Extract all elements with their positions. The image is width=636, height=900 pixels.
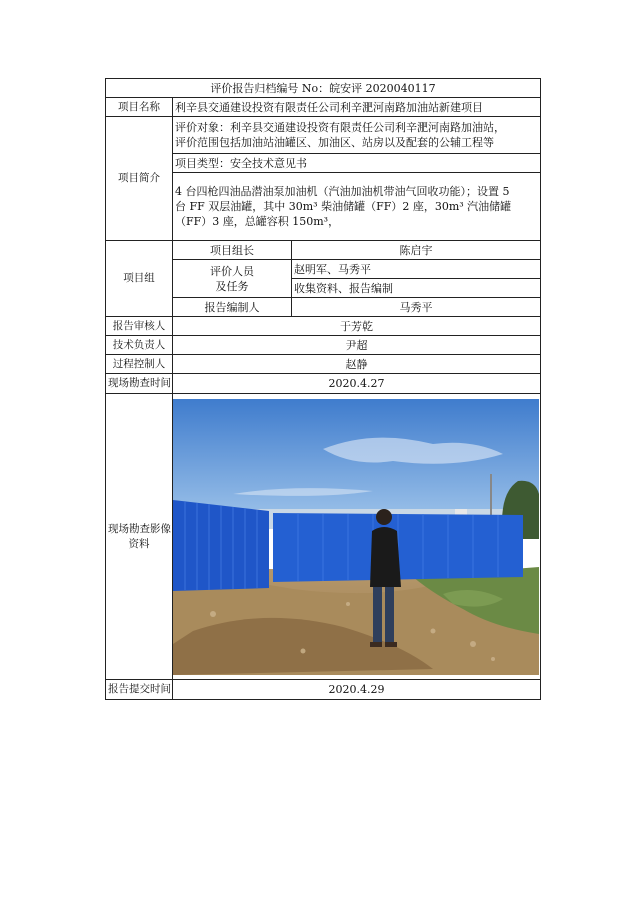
survey-photo-label: 现场勘查影像: [108, 522, 171, 535]
project-group-label: 项目组: [106, 241, 173, 317]
project-name-value: 利辛县交通建设投资有限责任公司利辛淝河南路加油站新建项目: [173, 98, 541, 117]
survey-time-label: 现场勘查时间: [106, 374, 173, 394]
evaluators-label: 评价人员: [210, 264, 254, 278]
tech-lead-value: 尹超: [173, 336, 541, 355]
report-writer-label: 报告编制人: [173, 298, 292, 317]
evaluators-task-label: 及任务: [215, 279, 249, 293]
site-survey-photo: [173, 399, 539, 675]
equipment-line-2: 台 FF 双层油罐，其中 30m³ 柴油储罐（FF）2 座，30m³ 汽油储罐: [175, 200, 512, 213]
archive-number: 评价报告归档编号 No：皖安评 2020040117: [106, 79, 541, 98]
equipment-line-1: 4 台四枪四油品潜油泵加油机（汽油加油机带油气回收功能）；设置 5: [175, 185, 510, 198]
equipment-line-3: （FF）3 座，总罐容积 150m³，: [175, 215, 340, 228]
report-writer-value: 马秀平: [292, 298, 541, 317]
archive-table: [105, 78, 541, 700]
survey-photo-cell: [173, 394, 541, 680]
process-controller-label: 过程控制人: [106, 355, 173, 374]
eval-object-line: 评价对象：利辛县交通建设投资有限责任公司利辛淝河南路加油站，: [175, 121, 505, 134]
submit-time-label: 报告提交时间: [106, 680, 173, 700]
tech-lead-label: 技术负责人: [106, 336, 173, 355]
team-leader-value: 陈启宇: [292, 241, 541, 260]
reviewer-value: 于芳乾: [173, 317, 541, 336]
submit-time-value: 2020.4.29: [173, 680, 541, 700]
project-type-line: 项目类型：安全技术意见书: [173, 154, 541, 173]
equipment-cell: [173, 173, 541, 241]
evaluators-value: 赵明军、马秀平: [292, 260, 541, 279]
eval-scope-line: 评价范围包括加油站油罐区、加油区、站房以及配套的公辅工程等: [175, 136, 494, 149]
process-controller-value: 赵静: [173, 355, 541, 374]
team-leader-label: 项目组长: [173, 241, 292, 260]
survey-time-value: 2020.4.27: [173, 374, 541, 394]
reviewer-label: 报告审核人: [106, 317, 173, 336]
sky: [173, 399, 539, 524]
survey-photo-label-2: 资料: [128, 537, 150, 550]
project-name-label: 项目名称: [106, 98, 173, 117]
project-intro-label: 项目简介: [106, 117, 173, 241]
task-value: 收集资料、报告编制: [292, 279, 541, 298]
evaluators-label-cell: [173, 260, 292, 298]
survey-photo-label-cell: [106, 394, 173, 680]
eval-object-cell: [173, 117, 541, 154]
